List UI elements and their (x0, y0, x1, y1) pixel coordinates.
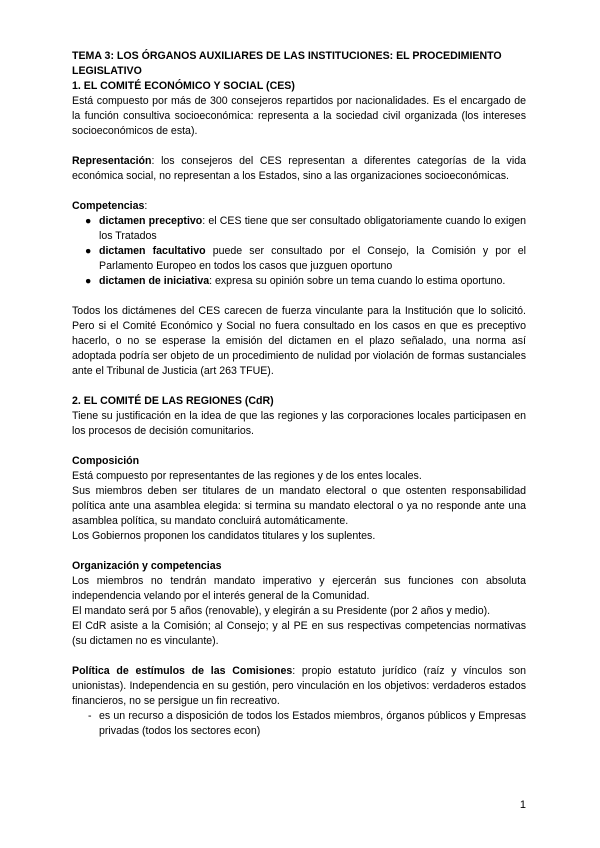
page-number: 1 (519, 799, 526, 811)
ces-representacion (72, 154, 526, 184)
cdr-heading: 2. EL COMITÉ DE LAS REGIONES (CdR) (72, 395, 274, 407)
organizacion-text-2: El mandato será por 5 años (renovable), y elegirán a su Presidente (por 2 años y medio). (72, 605, 491, 617)
dash-icon: - (88, 710, 92, 722)
ces-intro: Está compuesto por más de 300 consejeros repartidos por nacionalidades. Es el encargado de la función consultiva socioeconómica: representa a la sociedad civil organizada (los intereses socioeconómicos de esta). (72, 95, 526, 137)
bullet-icon: ● (85, 245, 92, 257)
composicion-text-2: Sus miembros deben ser titulares de un mandato electoral o que ostenten responsabilidad política ante una asamblea elegida: si termina su mandato electoral o ya no responde ante una asamblea política, su mandato concluirá automáticamente. (72, 485, 526, 527)
ces-heading: 1. EL COMITÉ ECONÓMICO Y SOCIAL (CES) (72, 80, 295, 92)
politica-label: Política de estímulos de las Comisiones (72, 665, 293, 677)
bullet-icon: ● (85, 215, 92, 227)
cdr-intro: Tiene su justificación en la idea de que las regiones y las corporaciones locales participasen en los procesos de decisión comunitarios. (72, 410, 526, 437)
document-page (72, 49, 526, 739)
list-item: ● dictamen facultativo puede ser consultado por el Consejo, la Comisión y por el Parlamento Europeo en todos los casos que juzguen oportuno (85, 245, 526, 272)
politica-text: : propio estatuto jurídico (raíz y vínculos son unionistas). Independencia en su gestión, pero vinculación en los objetivos: verdaderos estados financieros, no se persigue un fin recreativo. (72, 665, 526, 707)
list-item: ● dictamen preceptivo: el CES tiene que ser consultado obligatoriamente cuando lo exigen los Tratados (85, 215, 526, 242)
politica-paragraph (72, 664, 526, 709)
list-item: ● dictamen de iniciativa: expresa su opinión sobre un tema cuando lo estima oportuno. (85, 275, 506, 287)
representacion-label: Representación (72, 155, 152, 167)
politica-list (72, 709, 526, 739)
document-title: TEMA 3: LOS ÓRGANOS AUXILIARES DE LAS INSTITUCIONES: EL PROCEDIMIENTO LEGISLATIVO (72, 50, 502, 77)
ces-dictamenes: Todos los dictámenes del CES carecen de fuerza vinculante para la Institución que lo solicitó. Pero si el Comité Económico y Social no fuera consultado en los casos en que es preceptivo hacerlo, o no se esperase la emisión del dictamen en el plazo señalado, una norma así adoptada podría ser objeto de un procedimiento de nulidad por violación de formas sustanciales ante el Tribunal de Justicia (art 263 TFUE). (72, 305, 526, 377)
list-item: - es un recurso a disposición de todos los Estados miembros, órganos públicos y Empresas privadas (todos los sectores econ) (88, 710, 526, 737)
competencias-label: Competencias (72, 200, 145, 212)
composicion-heading: Composición (72, 455, 140, 467)
organizacion-text-3: El CdR asiste a la Comisión; al Consejo; y al PE en sus respectivas competencias normativas (su dictamen no es vinculante). (72, 620, 526, 647)
composicion-text-1: Está compuesto por representantes de las regiones y de los entes locales. (72, 470, 422, 482)
composicion-text-3: Los Gobiernos proponen los candidatos titulares y los suplentes. (72, 530, 376, 542)
competencias-list (72, 214, 526, 289)
representacion-text: : los consejeros del CES representan a diferentes categorías de la vida económica social, no representan a los Estados, sino a las organizaciones socioeconómicas. (72, 155, 526, 182)
organizacion-heading: Organización y competencias (72, 560, 222, 572)
organizacion-text-1: Los miembros no tendrán mandato imperativo y ejercerán sus funciones con absoluta independencia velando por el interés general de la Comunidad. (72, 575, 526, 602)
competencias-heading: Competencias: (72, 200, 148, 212)
bullet-icon: ● (85, 275, 92, 287)
